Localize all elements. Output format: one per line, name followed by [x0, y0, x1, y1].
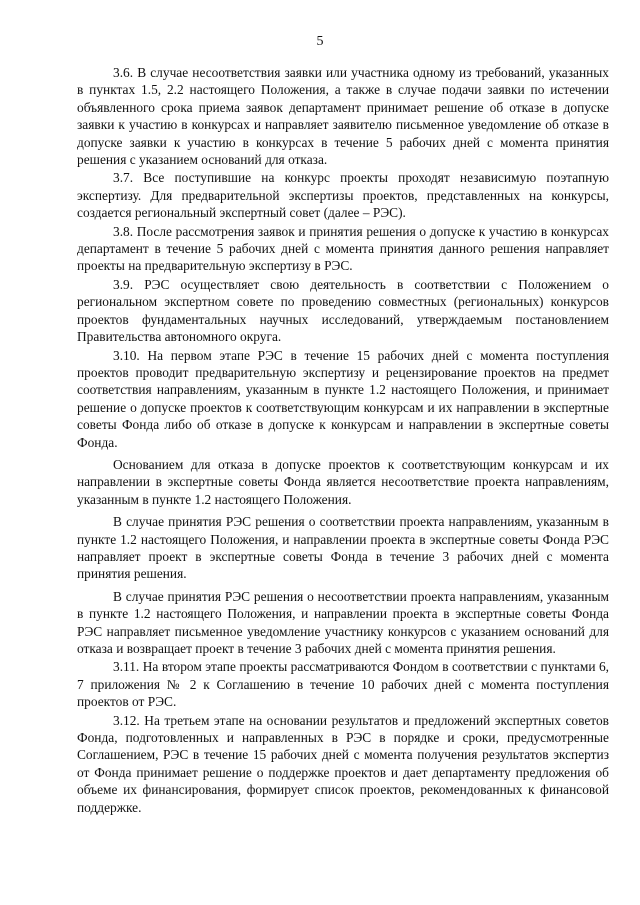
- paragraph-3-7: 3.7. Все поступившие на конкурс проекты проходят независимую поэтапную экспертизу. Для предварительной экспертизы проектов, представленных на конкурсы, создается региональный экспертный совет (далее – РЭС).: [77, 170, 609, 221]
- document-body: [77, 64, 609, 817]
- paragraph-noncompliance-decision: В случае принятия РЭС решения о несоответствии проекта направлениям, указанным в пункте 1.2 настоящего Положения, и направлении проекта в экспертные советы Фонда РЭС направляет письменное уведомление участнику конкурсов с указанием оснований для отказа и возвращает проект в течение 3 рабочих дней с момента принятия решения.: [77, 588, 609, 656]
- paragraph-3-10: 3.10. На первом этапе РЭС в течение 15 рабочих дней с момента поступления проектов проводит предварительную экспертизу и рецензирование проектов на предмет соответствия направлениям, указанным в пункте 1.2 настоящего Положения, и принимает решение о допуске проектов к соответствующим конкурсам и их направлении в экспертные советы Фонда либо об отказе в допуске к конкурсам и направлении в экспертные советы Фонда.: [77, 347, 609, 450]
- paragraph-3-6: 3.6. В случае несоответствия заявки или участника одному из требований, указанных в пунктах 1.5, 2.2 настоящего Положения, а также в случае подачи заявки по истечении объявленного срока приема заявок департамент принимает решение об отказе в допуске заявки к участию в конкурсах и направляет заявителю письменное уведомление об отказе в допуске заявки к участию в конкурсах в течение 5 рабочих дней с момента принятия решения с указанием оснований для отказа.: [77, 65, 609, 168]
- paragraph-compliance-decision: В случае принятия РЭС решения о соответствии проекта направлениям, указанным в пункте 1.2 настоящего Положения, и направлении проекта в экспертные советы Фонда РЭС направляет проект в экспертные советы Фонда в течение 3 рабочих дней с момента принятия решения.: [77, 514, 609, 582]
- paragraph-3-11: 3.11. На втором этапе проекты рассматриваются Фондом в соответствии с пунктами 6, 7 приложения № 2 к Соглашению в течение 10 рабочих дней с момента поступления проектов от РЭС.: [77, 659, 609, 710]
- page-number: 5: [316, 34, 324, 49]
- paragraph-3-9: 3.9. РЭС осуществляет свою деятельность в соответствии с Положением о региональном экспертном совете по проведению совместных (региональных) конкурсов проектов фундаментальных научных исследований, утверждаемым постановлением Правительства автономного округа.: [77, 276, 609, 345]
- paragraph-3-8: 3.8. После рассмотрения заявок и принятия решения о допуске к участию в конкурсах департамент в течение 5 рабочих дней с момента принятия данного решения направляет проекты на предварительную экспертизу в РЭС.: [77, 223, 609, 274]
- paragraph-refusal-grounds: Основанием для отказа в допуске проектов к соответствующим конкурсам и их направлении в экспертные советы Фонда является несоответствие проекта направлениям, указанным в пункте 1.2 настоящего Положения.: [77, 456, 609, 507]
- paragraph-3-12: 3.12. На третьем этапе на основании результатов и предложений экспертных советов Фонда, подготовленных и направленных в РЭС в порядке и сроки, предусмотренные Соглашением, РЭС в течение 15 рабочих дней с момента получения результатов экспертиз от Фонда принимает решение о поддержке проектов и дает департаменту предложения об объеме их финансирования, формирует список проектов, рекомендованных к финансовой поддержке.: [77, 712, 609, 815]
